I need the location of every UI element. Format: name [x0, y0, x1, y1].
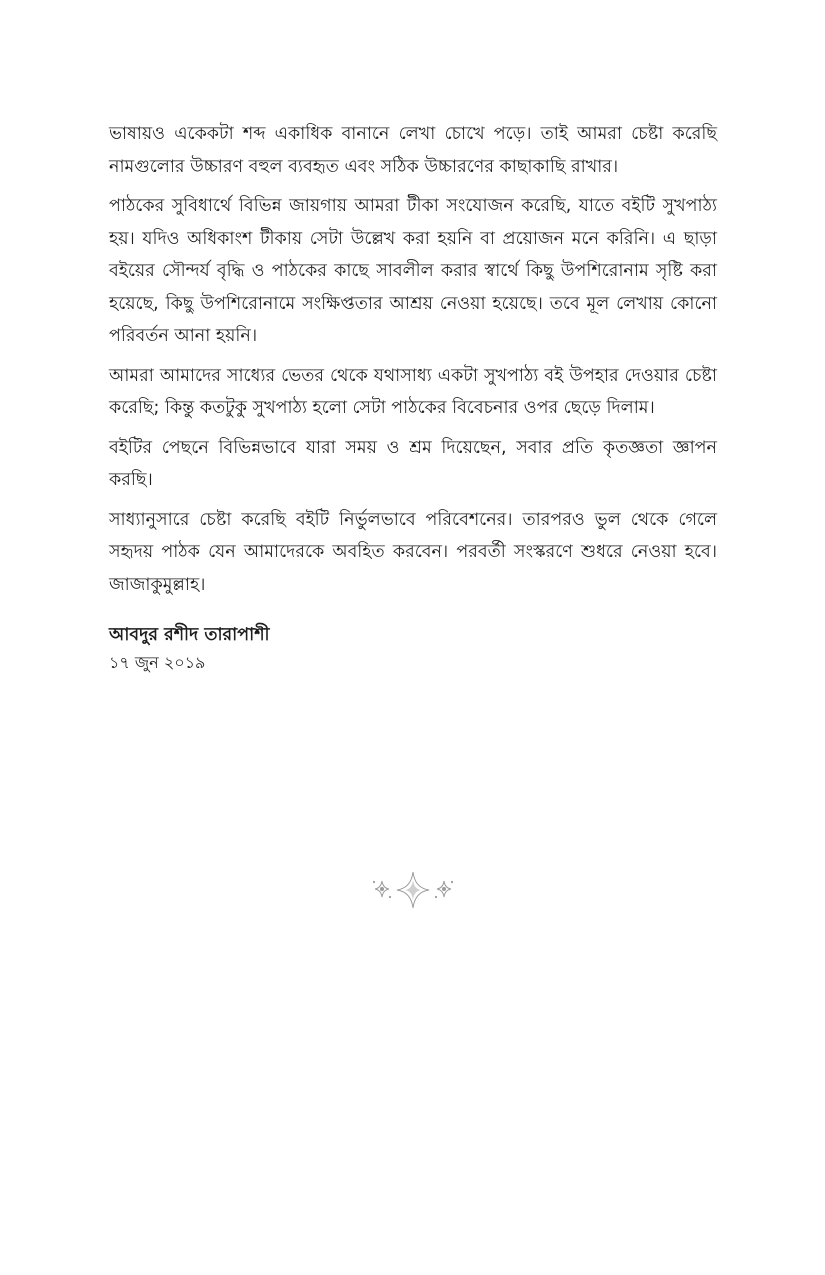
ornament-graphic [368, 868, 458, 912]
paragraph-readability-note: আমরা আমাদের সাধ্যের ভেতর থেকে যথাসাধ্য একটা সুখপাঠ্য বই উপহার দেওয়ার চেষ্টা করেছি; কিন্তু কতটুকু সুখপাঠ্য হলো সেটা পাঠকের বিবেচনার ওপর ছেড়ে দিলাম। [109, 365, 717, 418]
document-body [109, 118, 717, 676]
paragraph-acknowledgement: বইটির পেছনে বিভিন্নভাবে যারা সময় ও শ্রম দিয়েছেন, সবার প্রতি কৃতজ্ঞতা জ্ঞাপন করছি। [109, 437, 717, 490]
author-name: আবদুর রশীদ তারাপাশী [109, 625, 270, 645]
paragraph-errata-request: সাধ্যানুসারে চেষ্টা করেছি বইটি নির্ভুলভাবে পরিবেশনের। তারপরও ভুল থেকে গেলে সহৃদয় পাঠক যেন আমাদেরকে অবহিত করবেন। পরবর্তী সংস্করণে শুধরে নেওয়া হবে। জাজাকুমুল্লাহ। [109, 509, 717, 595]
paragraph-annotations-note: পাঠকের সুবিধার্থে বিভিন্ন জায়গায় আমরা টীকা সংযোজন করেছি, যাতে বইটি সুখপাঠ্য হয়। যদিও অধিকাংশ টীকায় সেটা উল্লেখ করা হয়নি বা প্রয়োজন মনে করিনি। এ ছাড়া বইয়ের সৌন্দর্য বৃদ্ধি ও পাঠকের কাছে সাবলীল করার স্বার্থে কিছু উপশিরোনাম সৃষ্টি করা হয়েছে, কিছু উপশিরোনামে সংক্ষিপ্ততার আশ্রয় নেওয়া হয়েছে। তবে মূল লেখায় কোনো পরিবর্তন আনা হয়নি। [109, 196, 717, 346]
paragraph-spelling-note: ভাষায়ও একেকটা শব্দ একাধিক বানানে লেখা চোখে পড়ে। তাই আমরা চেষ্টা করেছি নামগুলোর উচ্চারণ বহুল ব্যবহৃত এবং সঠিক উচ্চারণের কাছাকাছি রাখার। [109, 124, 717, 177]
signature-date: ১৭ জুন ২০১৯ [109, 653, 206, 672]
sparkle-ornament-icon [0, 866, 825, 914]
signature-block [109, 620, 717, 676]
